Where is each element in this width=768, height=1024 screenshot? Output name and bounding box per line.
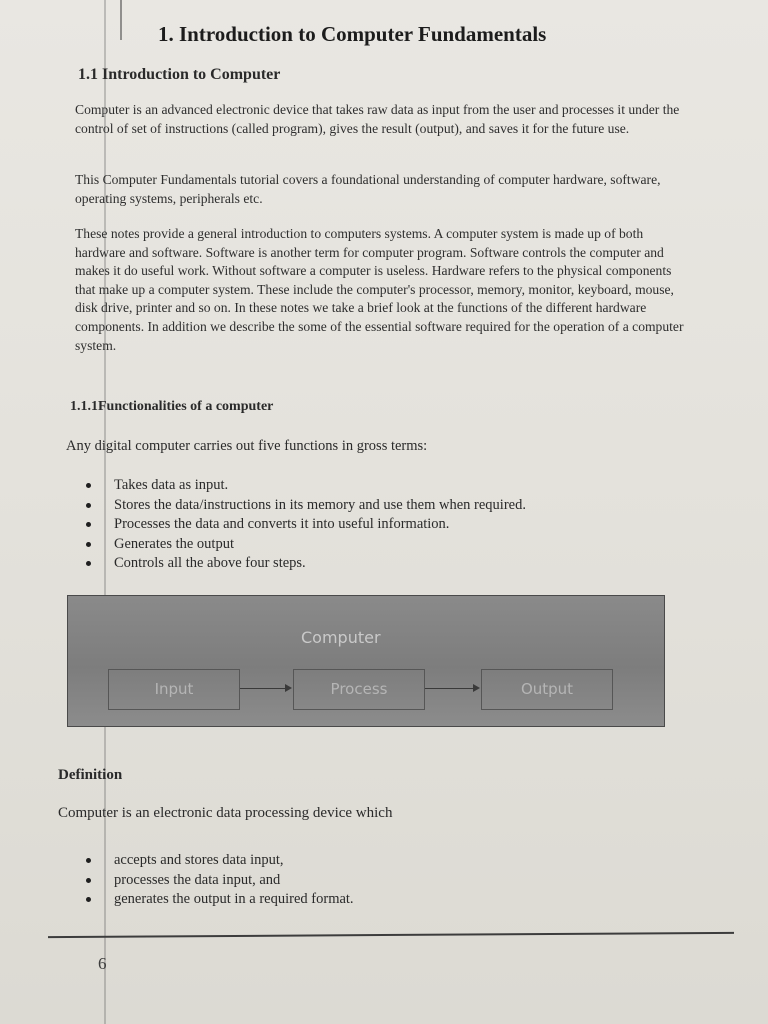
definition-list [86, 851, 354, 910]
page-binding-mark [120, 0, 122, 40]
list-item-text: Generates the output [114, 535, 234, 552]
list-item-text: Takes data as input. [114, 477, 229, 493]
footer-rule [48, 932, 734, 938]
arrow-right-icon [240, 688, 290, 689]
bullet-icon [86, 858, 91, 863]
bullet-icon [86, 897, 91, 902]
chapter-title: 1. Introduction to Computer Fundamentals [158, 22, 547, 46]
diagram-title: Computer [301, 628, 381, 647]
list-item [86, 871, 354, 891]
definition-heading: Definition [58, 767, 123, 783]
list-item-text: accepts and stores data input, [114, 852, 284, 868]
bullet-icon [86, 503, 91, 508]
list-item-text: generates the output in a required format. [114, 891, 354, 908]
diagram-output-box: Output [481, 669, 613, 710]
bullet-icon [86, 561, 91, 566]
page-number: 6 [98, 954, 107, 973]
list-item-text: processes the data input, and [114, 871, 281, 888]
list-item-text: Processes the data and converts it into useful information. [114, 516, 450, 533]
computer-diagram [67, 595, 665, 727]
paragraph-tutorial: This Computer Fundamentals tutorial covers a foundational understanding of computer hardware, software, operating systems, peripherals etc. [75, 172, 661, 206]
list-item [86, 851, 354, 871]
diagram-input-box: Input [108, 669, 240, 710]
list-item [86, 890, 354, 910]
functions-list [86, 476, 526, 574]
list-item [86, 496, 526, 516]
paragraph-definition: Computer is an advanced electronic device that takes raw data as input from the user and processes it under the control of set of instructions (called program), gives the result (output), and saves it for the future use. [75, 102, 680, 136]
bullet-icon [86, 542, 91, 547]
bullet-icon [86, 878, 91, 883]
list-item [86, 554, 526, 574]
bullet-icon [86, 483, 91, 488]
bullet-icon [86, 522, 91, 527]
functions-intro: Any digital computer carries out five functions in gross terms: [66, 438, 428, 454]
subsection-heading: 1.1.1Functionalities of a computer [70, 399, 274, 414]
list-item-text: Controls all the above four steps. [114, 555, 306, 572]
section-heading: 1.1 Introduction to Computer [78, 66, 281, 83]
list-item-text: Stores the data/instructions in its memory and use them when required. [114, 496, 526, 513]
arrow-right-icon [425, 688, 478, 689]
list-item [86, 476, 526, 496]
list-item [86, 515, 526, 535]
definition-text: Computer is an electronic data processing device which [58, 805, 393, 821]
paragraph-notes: These notes provide a general introduction to computers systems. A computer system is made up of both hardware and software. Software is another term for computer program. Software controls the computer and makes it do useful work. Without software a computer is useless. Hardware refers to the physical components that make up a computer system. These include the computer's processor, memory, monitor, keyboard, mouse, disk drive, printer and so on. In these notes we take a brief look at the functions of the different hardware components. In addition we describe the some of the essential software required for the operation of a computer system. [75, 226, 684, 353]
list-item [86, 535, 526, 555]
diagram-process-box: Process [293, 669, 425, 710]
